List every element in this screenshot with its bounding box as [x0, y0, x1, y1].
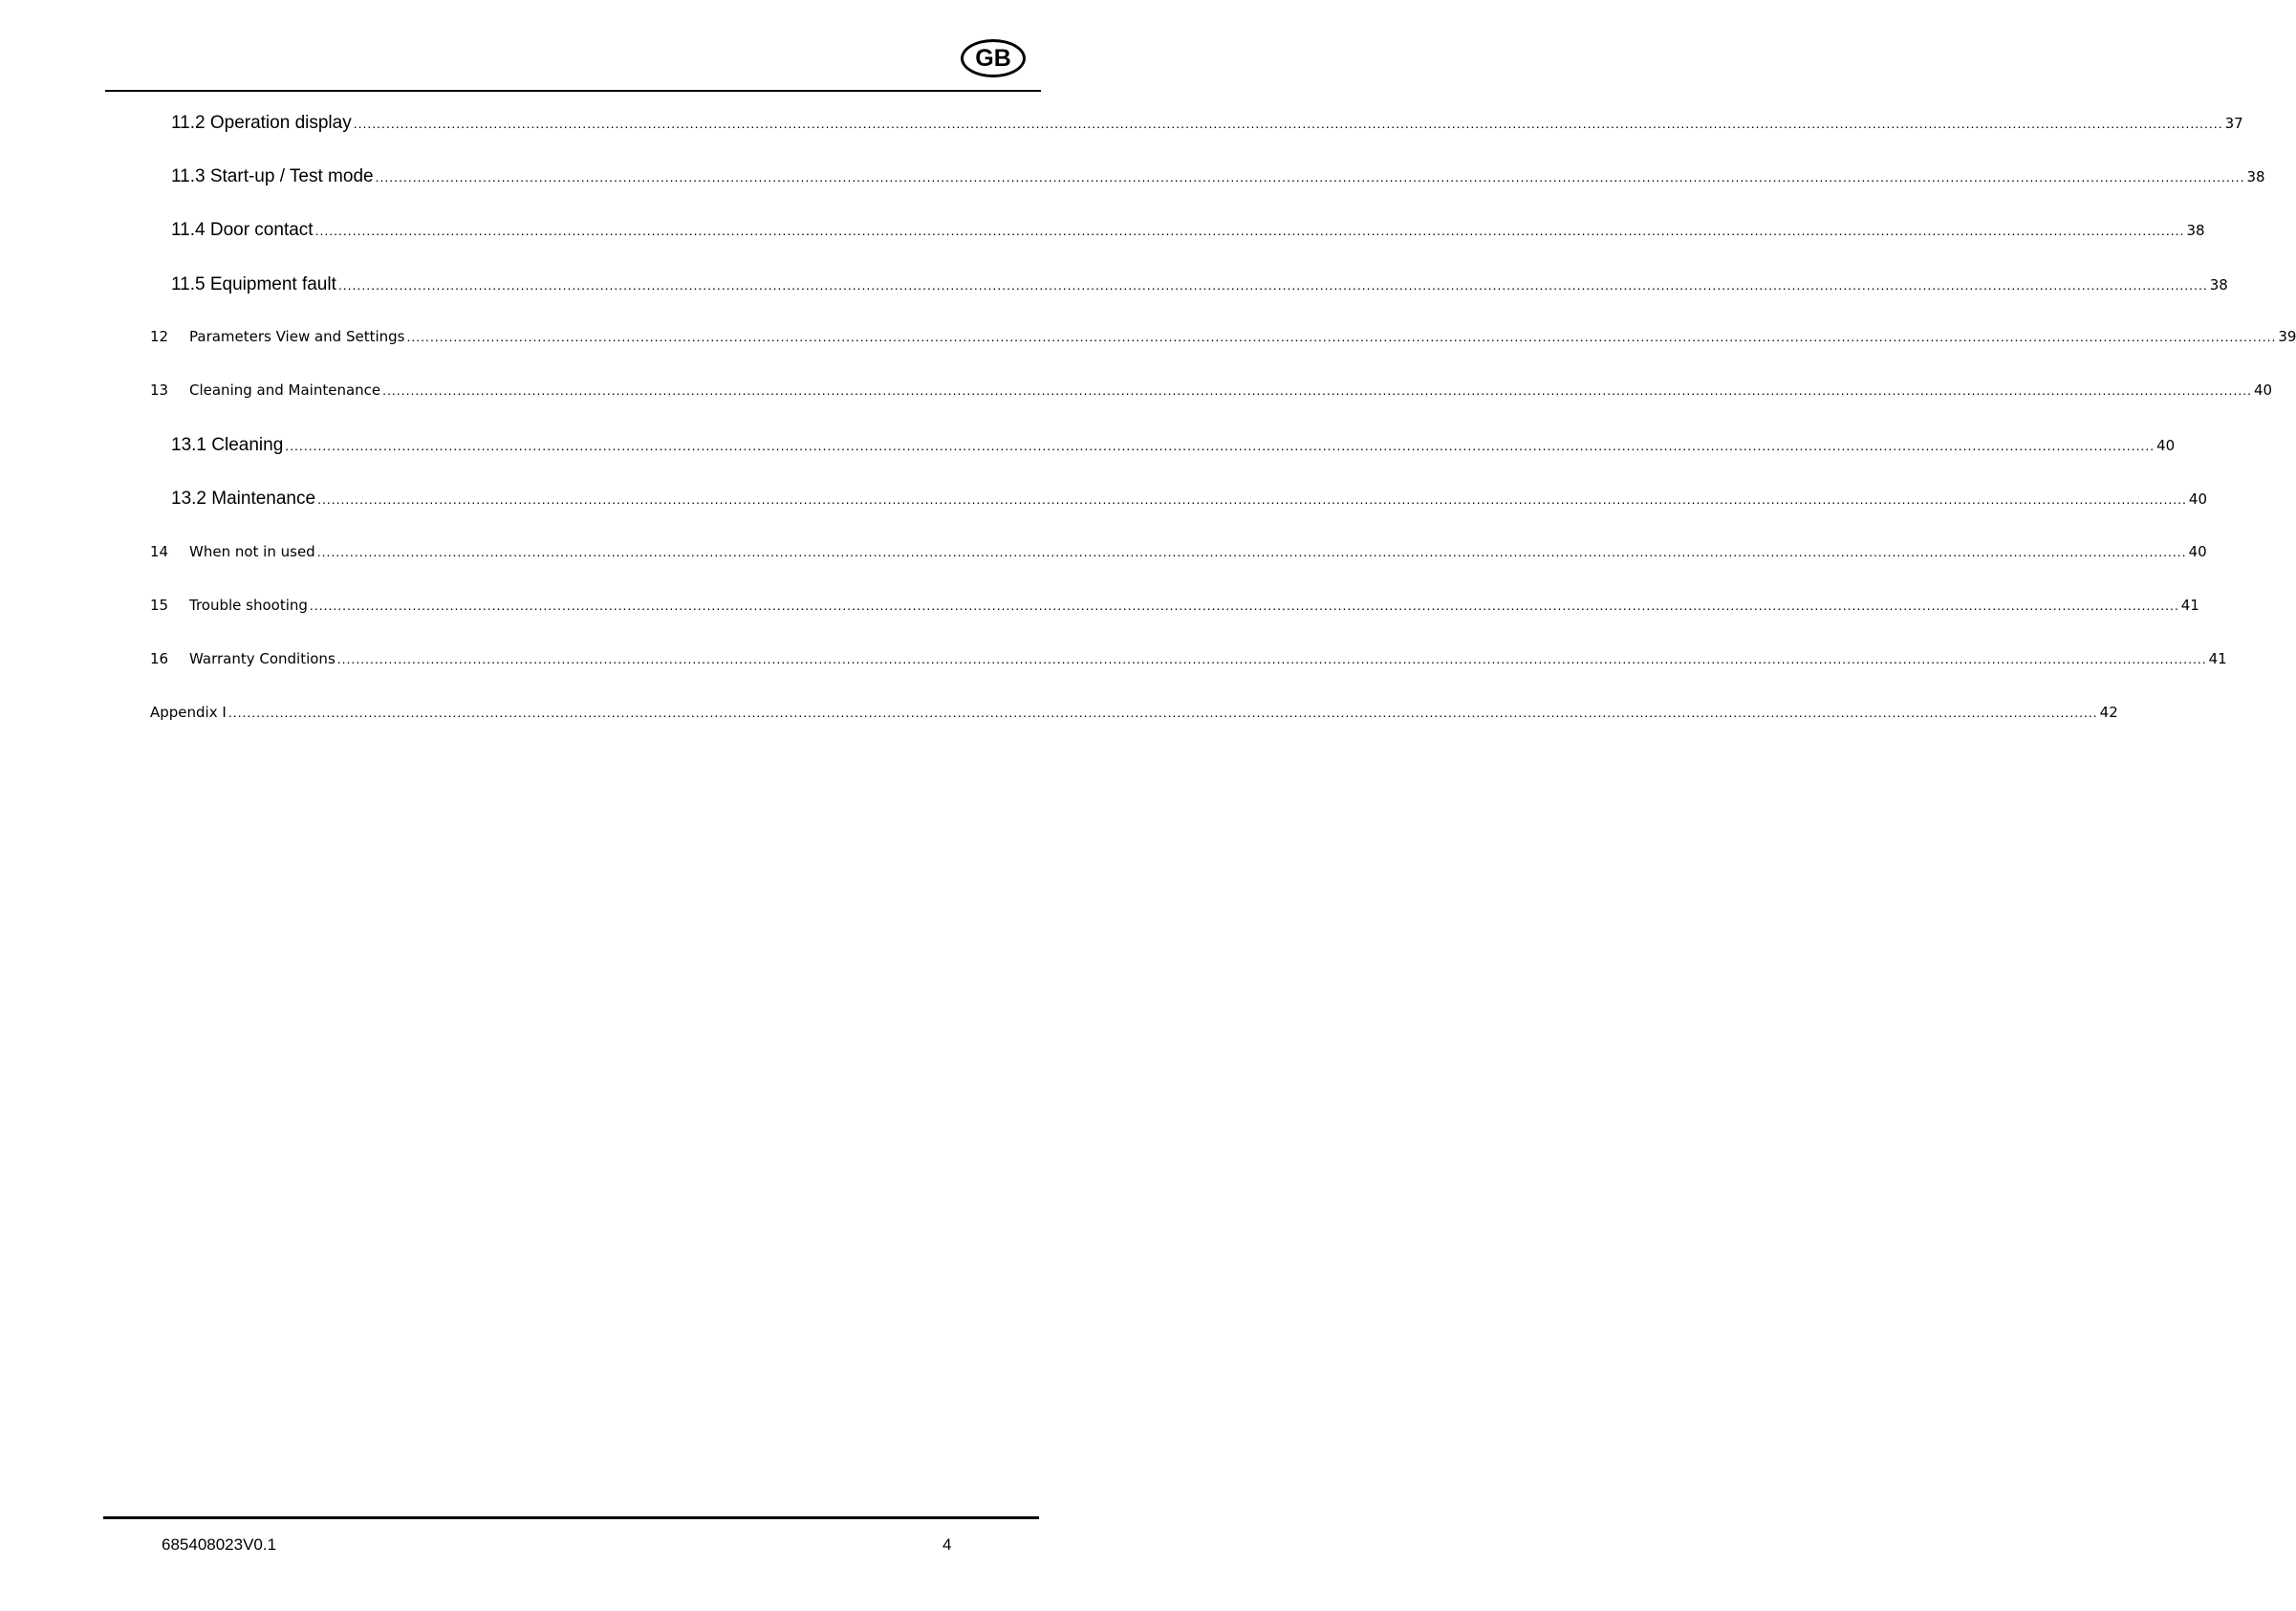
toc-entry-label [171, 435, 283, 456]
toc-entry-number: 12 [150, 327, 169, 345]
toc-dot-leader: ................................................................................................................................................................................................................................................................................................................................................................................................................ [309, 597, 2179, 613]
toc-entry-title: Warranty Conditions [189, 650, 336, 667]
toc-entry[interactable] [0, 489, 2208, 510]
toc-entry[interactable] [0, 542, 2207, 560]
toc-entry-page: 40 [2156, 437, 2176, 455]
toc-entry-label [150, 543, 315, 560]
toc-entry-page: 40 [2253, 381, 2273, 399]
toc-entry-title: 11.4 Door contact [171, 220, 314, 241]
language-badge: GB [961, 39, 1026, 77]
toc-entry[interactable] [0, 435, 2176, 456]
toc-entry-title: Appendix I [150, 704, 227, 722]
toc-entry[interactable] [0, 650, 2227, 667]
toc-entry[interactable] [0, 381, 2273, 399]
document-number: 685408023V0.1 [162, 1535, 277, 1554]
toc-entry-page: 42 [2099, 704, 2118, 722]
header-divider [105, 90, 1041, 92]
toc-dot-leader: ................................................................................................................................................................................................................................................................................................................................................................................................................ [336, 651, 2207, 666]
toc-entry[interactable] [0, 596, 2199, 614]
toc-dot-leader: ................................................................................................................................................................................................................................................................................................................................................................................................................ [375, 169, 2245, 185]
toc-entry[interactable] [0, 220, 2205, 241]
toc-dot-leader: ................................................................................................................................................................................................................................................................................................................................................................................................................ [227, 705, 2098, 721]
toc-entry-title: 11.3 Start-up / Test mode [171, 166, 374, 187]
toc-dot-leader: ................................................................................................................................................................................................................................................................................................................................................................................................................ [353, 116, 2223, 131]
toc-entry-title: When not in used [189, 542, 315, 560]
toc-entry-title: 11.5 Equipment fault [171, 273, 336, 294]
toc-dot-leader: ................................................................................................................................................................................................................................................................................................................................................................................................................ [406, 328, 2277, 344]
toc-entry-page: 39 [2278, 327, 2296, 345]
toc-entry[interactable] [0, 704, 2118, 722]
toc-entry-label [171, 274, 336, 295]
toc-entry-number: 15 [150, 596, 169, 614]
toc-entry[interactable] [0, 166, 2265, 187]
toc-entry-title: Cleaning and Maintenance [189, 381, 381, 399]
toc-entry-number: 13 [150, 381, 169, 399]
toc-dot-leader: ................................................................................................................................................................................................................................................................................................................................................................................................................ [317, 491, 2187, 508]
toc-entry-label [150, 381, 380, 399]
toc-entry-label [171, 113, 352, 134]
toc-entry-page: 40 [2188, 490, 2208, 509]
toc-entry-title: Parameters View and Settings [189, 327, 405, 345]
footer-divider [103, 1516, 1039, 1519]
toc-entry-title: Trouble shooting [189, 596, 308, 614]
toc-entry-title: 13.2 Maintenance [171, 489, 316, 510]
toc-entry-page: 37 [2224, 115, 2243, 132]
toc-entry-number: 14 [150, 542, 169, 560]
toc-entry-title: 13.1 Cleaning [171, 435, 284, 456]
toc-entry-label [150, 704, 227, 721]
toc-entry-page: 41 [2208, 650, 2227, 667]
toc-entry-label [150, 597, 308, 614]
toc-entry-page: 38 [2246, 168, 2265, 186]
toc-dot-leader: ................................................................................................................................................................................................................................................................................................................................................................................................................ [316, 543, 2187, 559]
toc-entry-label [171, 489, 315, 510]
page-number: 4 [942, 1535, 952, 1554]
toc-entry[interactable] [0, 273, 2228, 295]
toc-dot-leader: ................................................................................................................................................................................................................................................................................................................................................................................................................ [285, 438, 2155, 454]
toc-entry-label [150, 650, 336, 667]
toc-entry-page: 38 [2186, 222, 2205, 240]
toc-entry-title: 11.2 Operation display [171, 113, 352, 133]
toc-entry-label [171, 220, 314, 241]
toc-entry[interactable] [0, 327, 2296, 345]
toc-entry-label [171, 166, 374, 187]
toc-dot-leader: ................................................................................................................................................................................................................................................................................................................................................................................................................ [382, 382, 2252, 398]
toc-entry[interactable] [0, 113, 2243, 134]
toc-dot-leader: ................................................................................................................................................................................................................................................................................................................................................................................................................ [337, 276, 2208, 293]
toc-entry-label [150, 328, 405, 345]
toc-dot-leader: ................................................................................................................................................................................................................................................................................................................................................................................................................ [314, 223, 2185, 239]
toc-entry-page: 41 [2180, 596, 2199, 614]
toc-entry-page: 38 [2209, 275, 2228, 294]
toc-entry-number: 16 [150, 650, 169, 667]
toc-entry-page: 40 [2188, 542, 2207, 560]
